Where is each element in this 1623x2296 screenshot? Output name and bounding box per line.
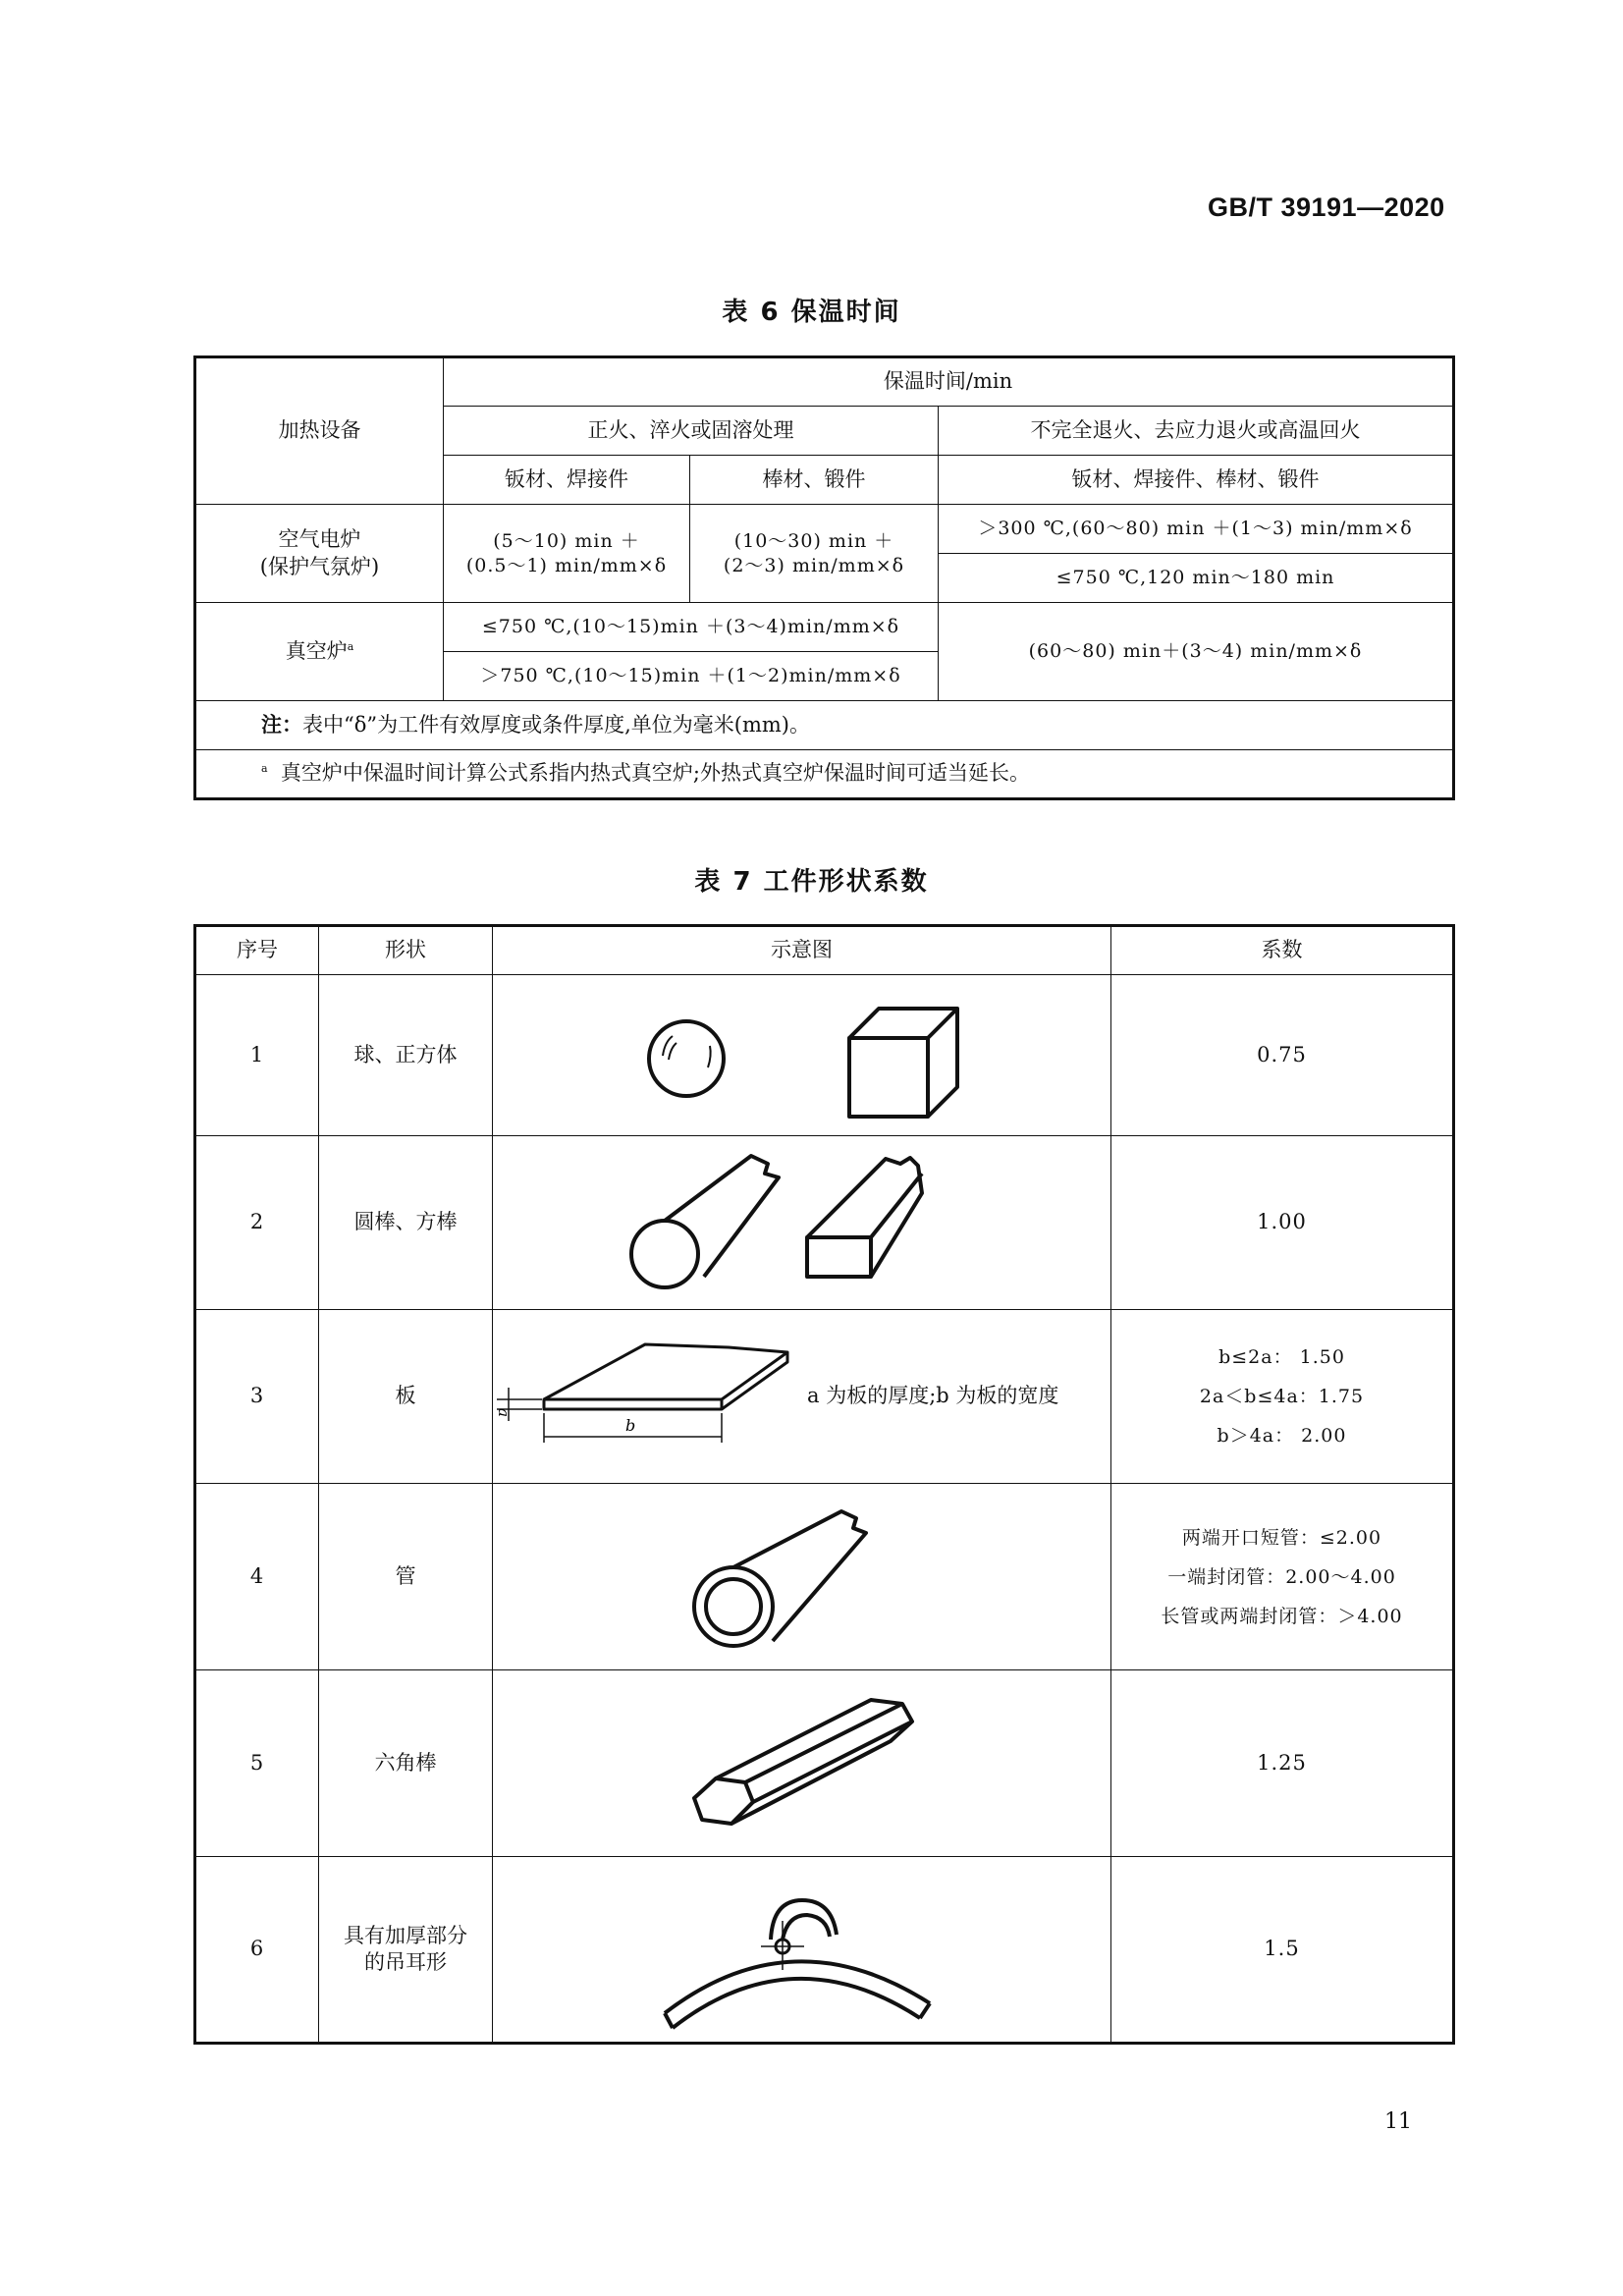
row-index: 5	[195, 1670, 319, 1857]
header-index: 序号	[195, 926, 319, 975]
row-vacuum-label	[195, 603, 444, 701]
plate-note: a 为板的厚度;b 为板的宽度	[807, 1384, 1059, 1408]
header-sub1: 钣材、焊接件	[444, 456, 690, 505]
table6-footnote	[195, 750, 1454, 799]
footnote-text: 真空炉中保温时间计算公式系指内热式真空炉;外热式真空炉保温时间可适当延长。	[280, 761, 1030, 786]
row-coef: 1.00	[1111, 1136, 1454, 1310]
row-shape: 六角棒	[319, 1670, 493, 1857]
table-row	[195, 975, 1454, 1136]
hex-bar-drawing	[655, 1680, 949, 1847]
coef-line: b≤2a： 1.50	[1218, 1346, 1345, 1368]
air-cell-2	[690, 505, 939, 603]
table-row	[195, 1136, 1454, 1310]
header-group2: 不完全退火、去应力退火或高温回火	[939, 407, 1454, 456]
header-time: 保温时间/min	[444, 357, 1454, 407]
page-number: 11	[1384, 2109, 1412, 2134]
vacuum-c3: (60～80) min＋(3～4) min/mm×δ	[939, 603, 1454, 701]
diagram-hex-bar	[493, 1670, 1111, 1857]
hex-bar-shape	[694, 1700, 912, 1824]
round-bar-shape	[631, 1156, 779, 1287]
header-equipment: 加热设备	[195, 357, 444, 505]
plate-label-a: a	[495, 1408, 513, 1417]
header-coef: 系数	[1111, 926, 1454, 975]
diagram-tube	[493, 1484, 1111, 1670]
sphere-cube-drawing	[606, 987, 999, 1124]
table6	[193, 355, 1455, 800]
bars-drawing	[606, 1144, 999, 1301]
cube-shape	[849, 1009, 957, 1117]
row-index: 3	[195, 1310, 319, 1484]
row-air-label	[195, 505, 444, 603]
diagram-plate	[493, 1310, 1111, 1484]
air-label-line2: (保护气氛炉)	[259, 554, 380, 578]
coef-line: 2a＜b≤4a：1.75	[1199, 1386, 1365, 1407]
table-row	[195, 1310, 1454, 1484]
table7	[193, 924, 1455, 2045]
standard-code: GB/T 39191—2020	[1208, 192, 1445, 222]
header-sub3: 钣材、焊接件、棒材、锻件	[939, 456, 1454, 505]
row-index: 4	[195, 1484, 319, 1670]
air-c1-line2: (0.5～1) min/mm×δ	[465, 554, 668, 576]
row-index: 1	[195, 975, 319, 1136]
row-index: 2	[195, 1136, 319, 1310]
diagram-round-square-bar	[493, 1136, 1111, 1310]
coef-line: 两端开口短管：≤2.00	[1181, 1526, 1382, 1549]
vacuum-c1-line2: ＞750 ℃,(10～15)min ＋(1～2)min/mm×δ	[444, 652, 939, 701]
header-diagram: 示意图	[493, 926, 1111, 975]
table-row	[195, 1484, 1454, 1670]
row-coef: 1.25	[1111, 1670, 1454, 1857]
row-shape: 板	[319, 1310, 493, 1484]
vacuum-footnote-mark: a	[347, 639, 354, 653]
diagram-sphere-cube	[493, 975, 1111, 1136]
square-bar-shape	[807, 1158, 922, 1277]
row-coef	[1111, 1484, 1454, 1670]
sphere-shape	[649, 1021, 724, 1096]
header-sub2: 棒材、锻件	[690, 456, 939, 505]
row-coef	[1111, 1310, 1454, 1484]
table-row	[195, 1670, 1454, 1857]
plate-label-b: b	[625, 1416, 636, 1435]
shape-line2: 的吊耳形	[364, 1950, 447, 1974]
row-shape: 圆棒、方棒	[319, 1136, 493, 1310]
plate-shape	[544, 1344, 787, 1409]
row-index: 6	[195, 1857, 319, 2044]
coef-line: 一端封闭管：2.00～4.00	[1167, 1565, 1396, 1588]
air-c2-line2: (2～3) min/mm×δ	[723, 554, 905, 576]
footnote-mark: a	[261, 762, 268, 776]
note-label: 注：	[261, 712, 302, 737]
lug-drawing	[645, 1866, 959, 2033]
vacuum-c1-line1: ≤750 ℃,(10～15)min ＋(3～4)min/mm×δ	[444, 603, 939, 652]
header-group1: 正火、淬火或固溶处理	[444, 407, 939, 456]
table7-caption: 表 7 工件形状系数	[694, 867, 929, 897]
air-c1-line1: (5～10) min ＋	[493, 529, 640, 552]
note-text: 表中“δ”为工件有效厚度或条件厚度,单位为毫米(mm)。	[302, 712, 811, 737]
table-row	[195, 1857, 1454, 2044]
row-coef: 1.5	[1111, 1857, 1454, 2044]
lug-shape	[665, 1900, 930, 2028]
row-coef: 0.75	[1111, 975, 1454, 1136]
header-shape: 形状	[319, 926, 493, 975]
air-c2-line1: (10～30) min ＋	[733, 529, 894, 552]
air-c3-line1: ＞300 ℃,(60～80) min ＋(1～3) min/mm×δ	[939, 505, 1454, 554]
row-shape	[319, 1857, 493, 2044]
coef-line: 长管或两端封闭管：＞4.00	[1161, 1605, 1403, 1627]
coef-line: b＞4a： 2.00	[1217, 1425, 1347, 1447]
diagram-lug	[493, 1857, 1111, 2044]
vacuum-label: 真空炉	[285, 638, 348, 663]
tube-shape	[694, 1511, 866, 1646]
tube-drawing	[655, 1494, 949, 1661]
air-c3-line2: ≤750 ℃,120 min～180 min	[939, 554, 1454, 603]
row-shape: 管	[319, 1484, 493, 1670]
table6-caption: 表 6 保温时间	[722, 298, 901, 327]
shape-line1: 具有加厚部分	[344, 1923, 467, 1947]
row-shape: 球、正方体	[319, 975, 493, 1136]
air-label-line1: 空气电炉	[278, 527, 361, 552]
air-cell-1	[444, 505, 690, 603]
plate-drawing	[493, 1323, 807, 1470]
table6-note	[195, 701, 1454, 750]
